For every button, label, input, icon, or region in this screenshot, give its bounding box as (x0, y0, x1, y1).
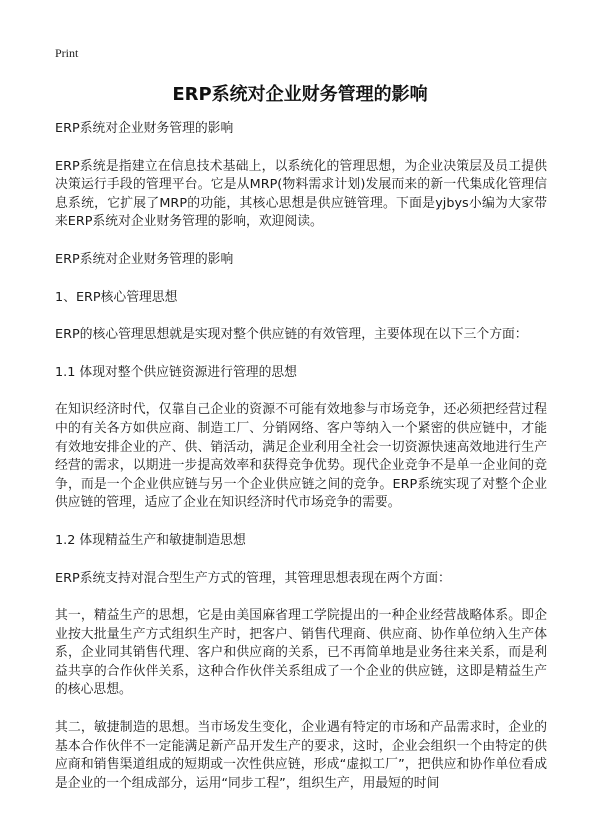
heading-1-1: 1.1 体现对整个供应链资源进行管理的思想 (55, 364, 297, 380)
document-title: ERP系统对企业财务管理的影响 (172, 84, 428, 105)
paragraph-supply-chain: 在知识经济时代，仅靠自己企业的资源不可能有效地参与市场竞争，还必须把经营过程中的有关各方如供应商、制造工厂、分销网络、客户等纳入一个紧密的供应链中，才能有效地安排企业的产、供、销活动，满足企业利用全社会一切资源快速高效地进行生产经营的需求，以期进一步提高效率和获得竞争优势。现代企业竞争不是单一企业间的竞争，而是一个企业供应链与另一个企业供应链之间的竞争。ERP系统实现了对整个企业供应链的管理，适应了企业在知识经济时代市场竞争的需要。 (55, 402, 547, 511)
paragraph-core-idea: ERP的核心管理思想就是实现对整个供应链的有效管理，主要体现在以下三个方面： (55, 327, 528, 343)
paragraph-subtitle: ERP系统对企业财务管理的影响 (55, 121, 234, 136)
paragraph-intro: ERP系统是指建立在信息技术基础上，以系统化的管理思想，为企业决策层及员工提供决策运行手段的管理平台。它是从MRP(物料需求计划)发展而来的新一代集成化管理信息系统，它扩展了MRP的功能，其核心思想是供应链管理。下面是yjbys小编为大家带来ERP系统对企业财务管理的影响，欢迎阅读。 (55, 158, 547, 230)
print-label: Print (55, 46, 79, 60)
paragraph-agile-manufacturing: 其二，敏捷制造的思想。当市场发生变化，企业遇有特定的市场和产品需求时，企业的基本合作伙伴不一定能满足新产品开发生产的要求，这时，企业会组织一个由特定的供应商和销售渠道组成的短期或一次性供应链，形成“虚拟工厂”，把供应和协作单位看成是企业的一个组成部分，运用“同步工程”，组织生产，用最短的时间 (55, 720, 547, 791)
paragraph-mixed-production: ERP系统支持对混合型生产方式的管理，其管理思想表现在两个方面： (55, 570, 451, 586)
heading-1-2: 1.2 体现精益生产和敏捷制造思想 (55, 532, 246, 548)
document-body (55, 120, 547, 812)
paragraph-lean-production: 其一，精益生产的思想，它是由美国麻省理工学院提出的一种企业经营战略体系。即企业按大批量生产方式组织生产时，把客户、销售代理商、供应商、协作单位纳入生产体系，企业同其销售代理、客户和供应商的关系，已不再简单地是业务往来关系，而是利益共享的合作伙伴关系，这种合作伙伴关系组成了一个企业的供应链，这即是精益生产的核心思想。 (55, 608, 547, 698)
heading-1: 1、ERP核心管理思想 (55, 289, 178, 305)
paragraph-section-title: ERP系统对企业财务管理的影响 (55, 251, 234, 267)
